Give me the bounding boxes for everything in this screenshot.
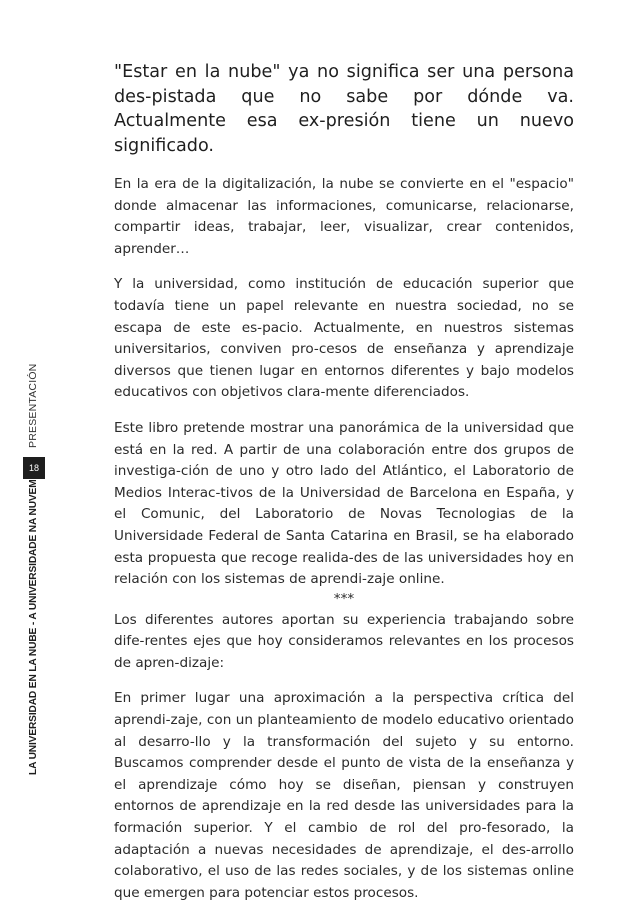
page-number: 18 (23, 457, 45, 479)
paragraph-1: En la era de la digitalización, la nube se convierte en el "espacio" donde almacenar las informaciones, comunicarse, relacionarse, compartir ideas, trabajar, leer, visualizar, crear contenidos, aprender… (114, 176, 574, 257)
paragraph-3: Este libro pretende mostrar una panorámica de la universidad que está en la red. A partir de una colaboración entre dos grupos de investiga-ción de uno y otro lado del Atlántico, el Laboratorio de Medios Interac-tivos de la Universidad de Barcelona en España, y el Comunic, del Laboratorio de Novas Tecnologias de la Universidade Federal de Santa Catarina en Brasil, se ha elaborado esta propuesta que recoge realida-des de las universidades hoy en relación con los sistemas de aprendi-zaje online. (114, 419, 574, 588)
running-book-title-text: LA UNIVERSIDAD EN LA NUBE - A UNIVERSIDADE NA NUVEM (28, 479, 39, 775)
paragraph-4: Los diferentes autores aportan su experiencia trabajando sobre dife-rentes ejes que hoy consideramos relevantes en los procesos de apren-dizaje: (114, 611, 574, 671)
section-label-text: PRESENTACIÓN (27, 363, 39, 448)
section-label (25, 363, 39, 448)
main-text-column (114, 60, 574, 918)
section-separator: *** (333, 590, 355, 607)
running-book-title (25, 479, 39, 775)
paragraph-5: En primer lugar una aproximación a la perspectiva crítica del aprendi-zaje, con un planteamiento de modelo educativo orientado al desarro-llo y la transformación del sujeto y su entorno. Buscamos comprender desde el punto de vista de la enseñanza y el aprendizaje cómo hoy se diseñan, piensan y construyen entornos de aprendizaje en la red desde las universidades para la formación superior. Y el cambio de rol del pro-fesorado, la adaptación a nuevas necesidades de aprendizaje, el des-arrollo colaborativo, el uso de las redes sociales, y de los sistemas online que emergen para potenciar estos procesos. (114, 690, 574, 901)
lead-paragraph: "Estar en la nube" ya no significa ser una persona des-pistada que no sabe por dónde va. Actualmente esa ex-presión tiene un nuevo significado. (114, 62, 574, 156)
paragraph-2: Y la universidad, como institución de educación superior que todavía tiene un papel relevante en nuestra sociedad, no se escapa de este es-pacio. Actualmente, en nuestros sistemas universitarios, conviven pro-cesos de enseñanza y aprendizaje diversos que tienen lugar en entornos diferentes y bajo modelos educativos con objetivos clara-mente diferenciados. (114, 276, 574, 401)
